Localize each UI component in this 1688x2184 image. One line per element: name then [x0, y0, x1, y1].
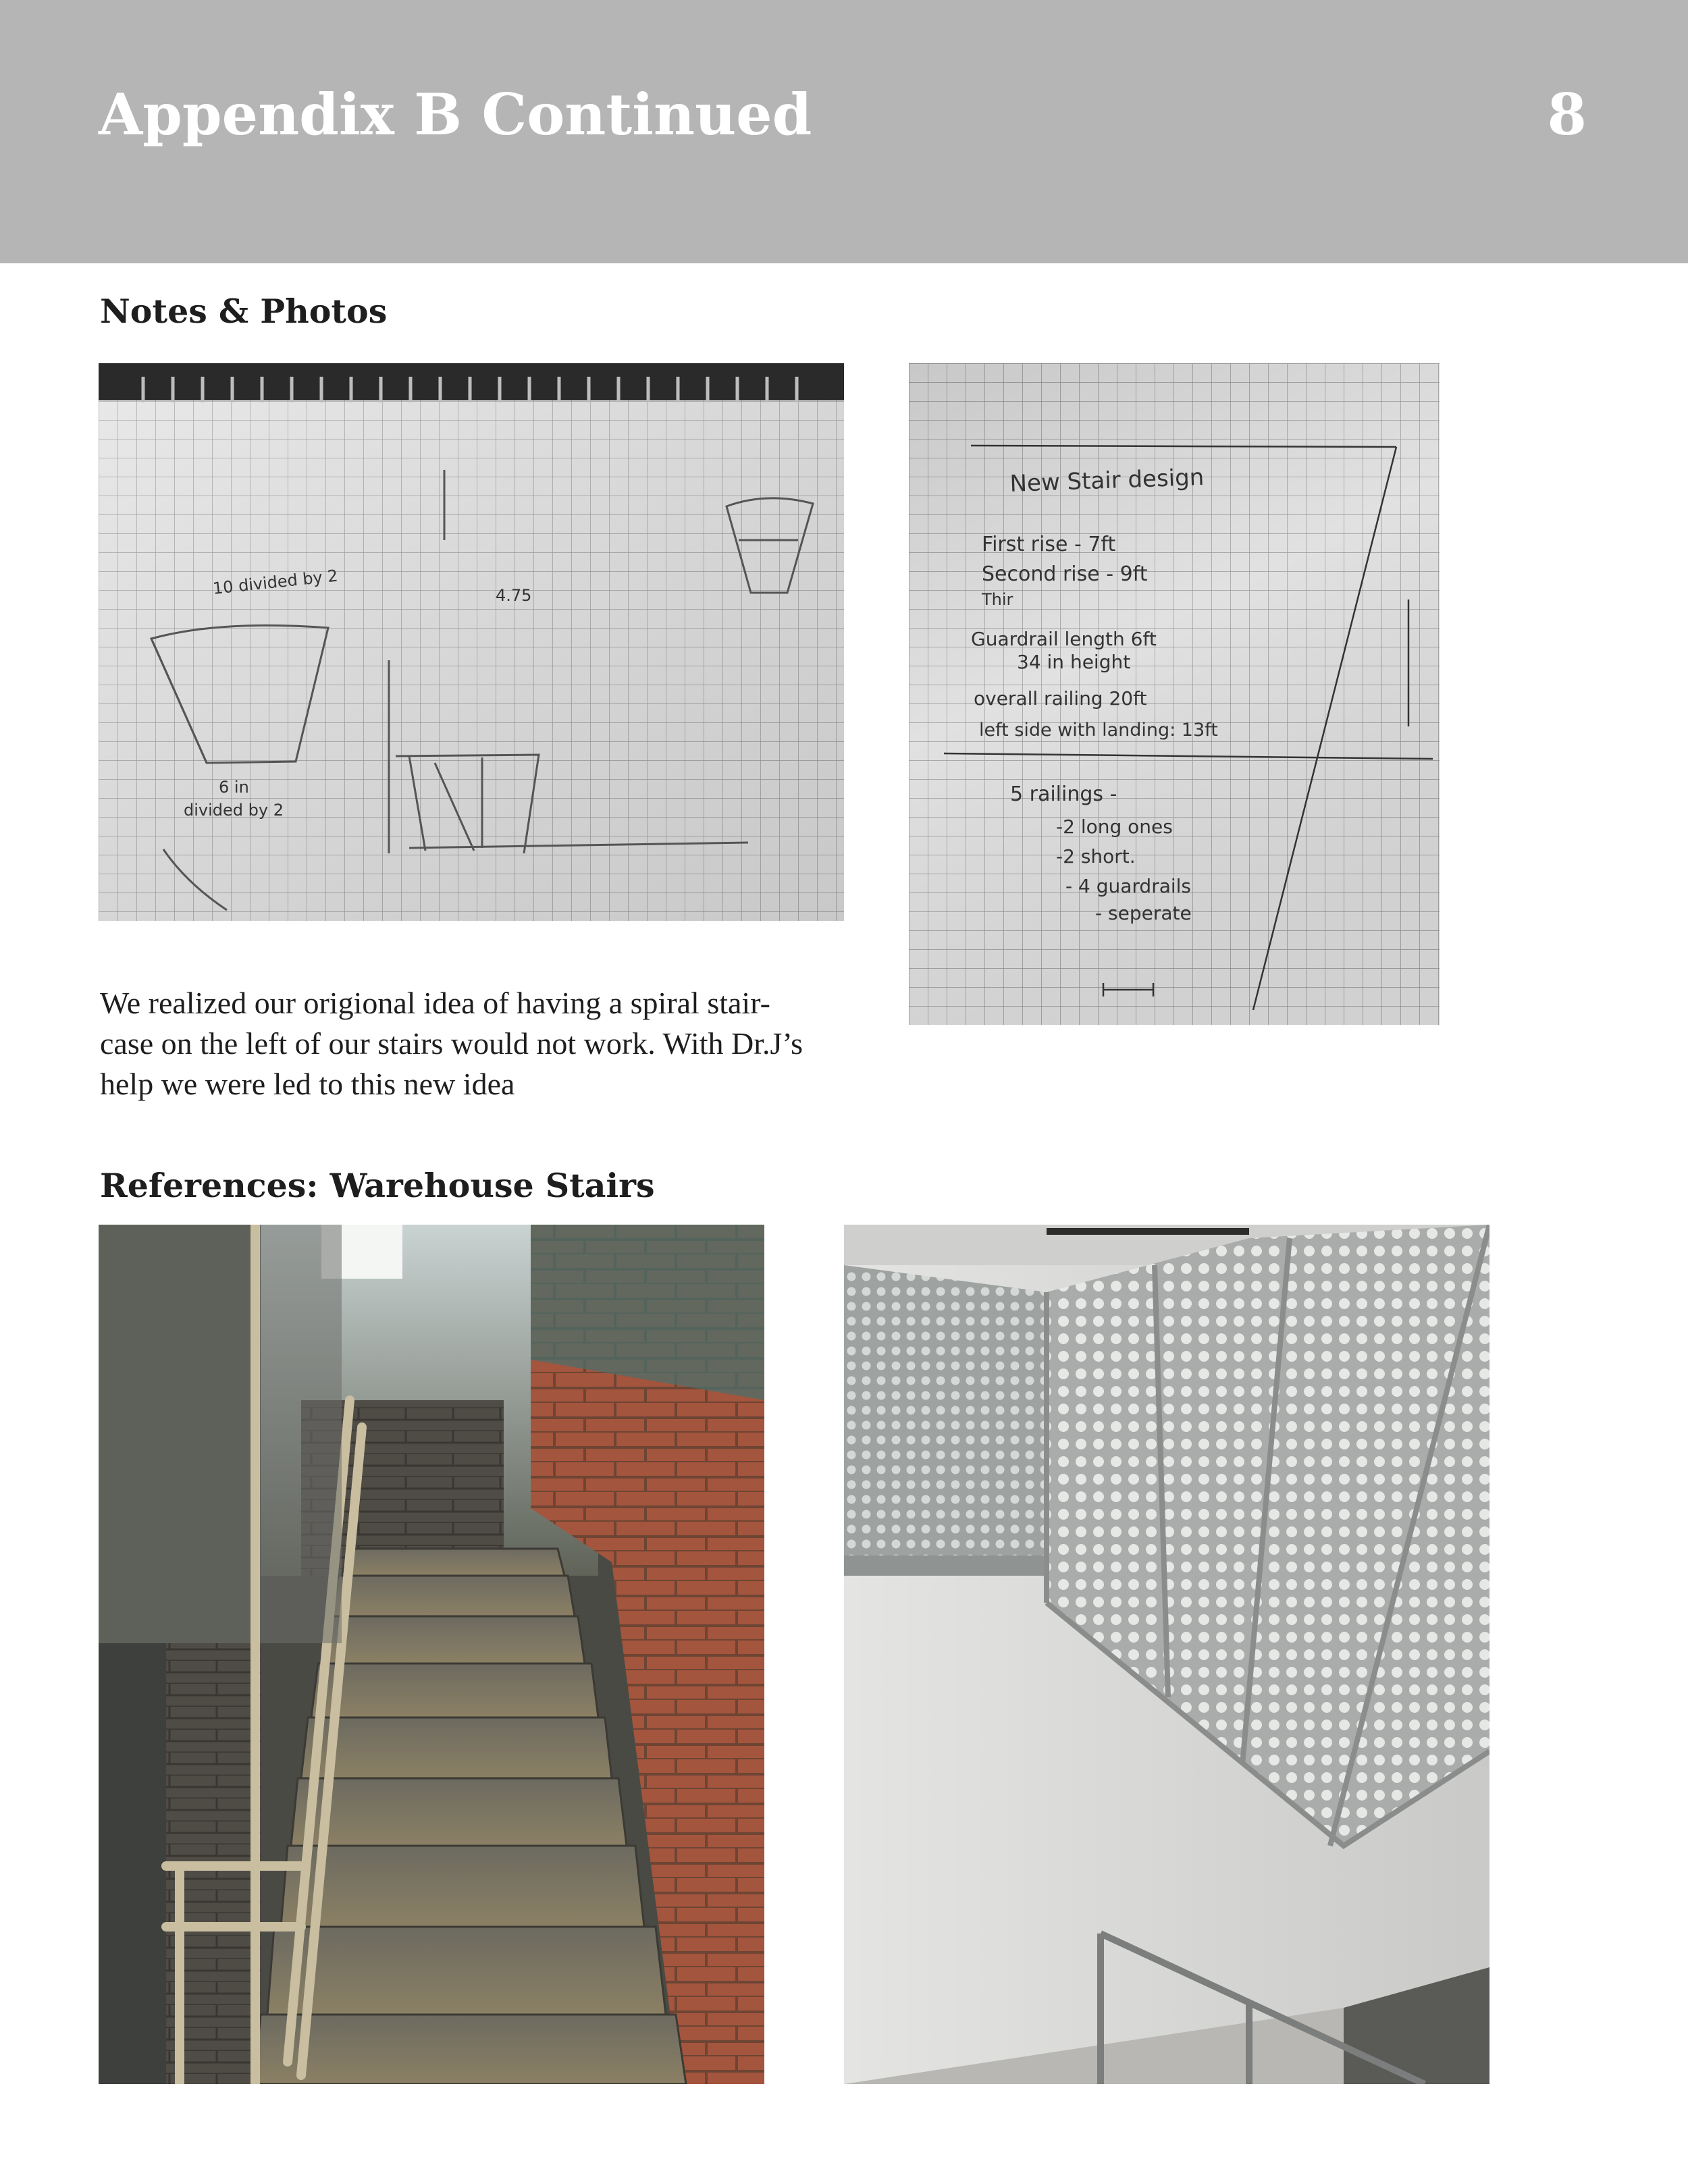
- notes-body-text: [100, 983, 856, 1104]
- sketch-label-bottom-left-2: divided by 2: [184, 801, 284, 820]
- notes-graphic: [909, 363, 1440, 1025]
- notes-body-line: We realized our origional idea of having a spiral stair-: [100, 986, 770, 1020]
- sketch-label-middle: 4.75: [496, 586, 532, 605]
- notes-line-3: Thir: [982, 590, 1013, 609]
- sketch-label-bottom-left-1: 6 in: [219, 778, 249, 797]
- sketch-label-top-left: 10 divided by 2: [211, 566, 339, 598]
- warehouse-stairs-photo-right: [844, 1225, 1489, 2084]
- notes-body-line: help we were led to this new idea: [100, 1067, 515, 1101]
- notes-line-7: left side with landing: 13ft: [979, 720, 1218, 741]
- notes-line-8: 5 railings -: [1010, 782, 1117, 806]
- sketch-graphic: [99, 363, 844, 921]
- notes-line-2: Second rise - 9ft: [982, 562, 1148, 586]
- perforated-railing-graphic: [844, 1225, 1489, 2084]
- notes-line-10: -2 short.: [1056, 845, 1136, 868]
- notes-line-6: overall railing 20ft: [974, 687, 1147, 710]
- notes-line-9: -2 long ones: [1056, 816, 1173, 838]
- page-number: 8: [1547, 81, 1587, 148]
- warehouse-stairs-photo-left: [99, 1225, 764, 2084]
- notes-body-line: case on the left of our stairs would not work. With Dr.J’s: [100, 1026, 803, 1061]
- notes-line-11: - 4 guardrails: [1065, 875, 1192, 897]
- stair-notes-photo: [909, 363, 1440, 1025]
- notes-heading: Notes & Photos: [100, 292, 388, 331]
- brick-stair-graphic: [99, 1225, 764, 2084]
- notes-title: New Stair design: [1009, 463, 1205, 498]
- notes-line-12: - seperate: [1095, 902, 1192, 924]
- page-header: [0, 0, 1688, 263]
- notes-line-4: Guardrail length 6ft: [971, 628, 1157, 650]
- notes-line-1: First rise - 7ft: [982, 533, 1116, 556]
- sketch-notebook-photo: [99, 363, 844, 921]
- notes-line-5: 34 in height: [1017, 651, 1131, 673]
- references-heading: References: Warehouse Stairs: [100, 1166, 655, 1205]
- page-title: Appendix B Continued: [99, 81, 812, 148]
